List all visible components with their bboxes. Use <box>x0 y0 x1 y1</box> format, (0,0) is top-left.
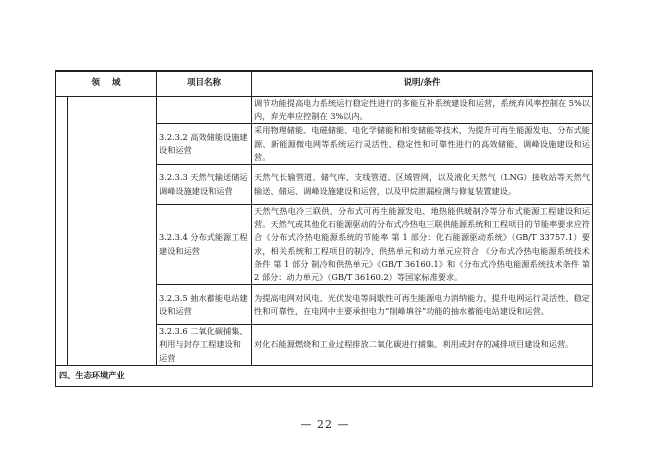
project-name: 3.2.3.2 高效储能设施建设和运营 <box>157 124 252 165</box>
header-project-name: 项目名称 <box>157 71 252 97</box>
project-description: 采用物理储能、电磁储能、电化学储能和相变储能等技术，为提升可再生能源发电、分布式能源、新能源微电网等系统运行灵活性、稳定性和可靠性进行的高效储能、调峰设施建设和运营。 <box>252 124 593 165</box>
header-description: 说明/条件 <box>252 71 593 97</box>
field-subcolumn <box>56 97 68 366</box>
project-name: 3.2.3.6 二氧化碳捕集、利用与封存工程建设和运营 <box>157 325 252 366</box>
policy-table <box>55 70 593 387</box>
header-field: 领域 <box>56 71 157 97</box>
table-row <box>56 97 593 124</box>
project-name: 3.2.3.4 分布式能源工程建设和运营 <box>157 205 252 285</box>
page-number: — 22 — <box>300 418 350 431</box>
project-description: 为提高电网对风电、光伏发电等间歇性可再生能源电力消纳能力，提升电网运行灵活性、稳定性和可靠性，在电网中主要承担电力“削峰填谷”功能的抽水蓄能电站建设和运营。 <box>252 285 593 325</box>
project-name <box>157 97 252 124</box>
table-header-row <box>56 71 593 97</box>
project-description: 天然气热电冷三联供、分布式可再生能源发电、地热能供暖制冷等分布式能源工程建设和运营。天然气或其他化石能源驱动的分布式冷热电三联供能源系统和工程项目的节能率要求应符合《分布式冷热电能源系统的节能率 第 1 部分：化石能源驱动系统》（GB/T 33757.1）要求，相关系统和工程项目的制冷、供热单元和动力单元应符合 《分布式冷热电能源系统技术条件 第 1 部分 制冷和供热单元》《GB/T 36160.1》和《分布式冷热电能源系统技术条件 第 2 部分：动力单元》（GB/T 36160.2）等国家标准要求。 <box>252 205 593 285</box>
project-description: 天然气长输管道、储气库、支线管道、区域管网，以及液化天然气（LNG）接收站等天然气输送、储运、调峰设施建设和运营，以及甲烷泄漏检测与修复装置建设。 <box>252 165 593 205</box>
project-description: 调节功能提高电力系统运行稳定性进行的多能互补系统建设和运营，系统弃风率控制在 5%以内，弃光率应控制在 3%以内。 <box>252 97 593 124</box>
project-name: 3.2.3.5 抽水蓄能电站建设和运营 <box>157 285 252 325</box>
project-description: 对化石能源燃烧和工业过程排放二氧化碳进行捕集、利用或封存的减排项目建设和运营。 <box>252 325 593 366</box>
section-title: 四、生态环境产业 <box>56 365 593 386</box>
field-cell <box>68 97 157 366</box>
project-name: 3.2.3.3 天然气输送储运调峰设施建设和运营 <box>157 165 252 205</box>
section-row <box>56 365 593 386</box>
